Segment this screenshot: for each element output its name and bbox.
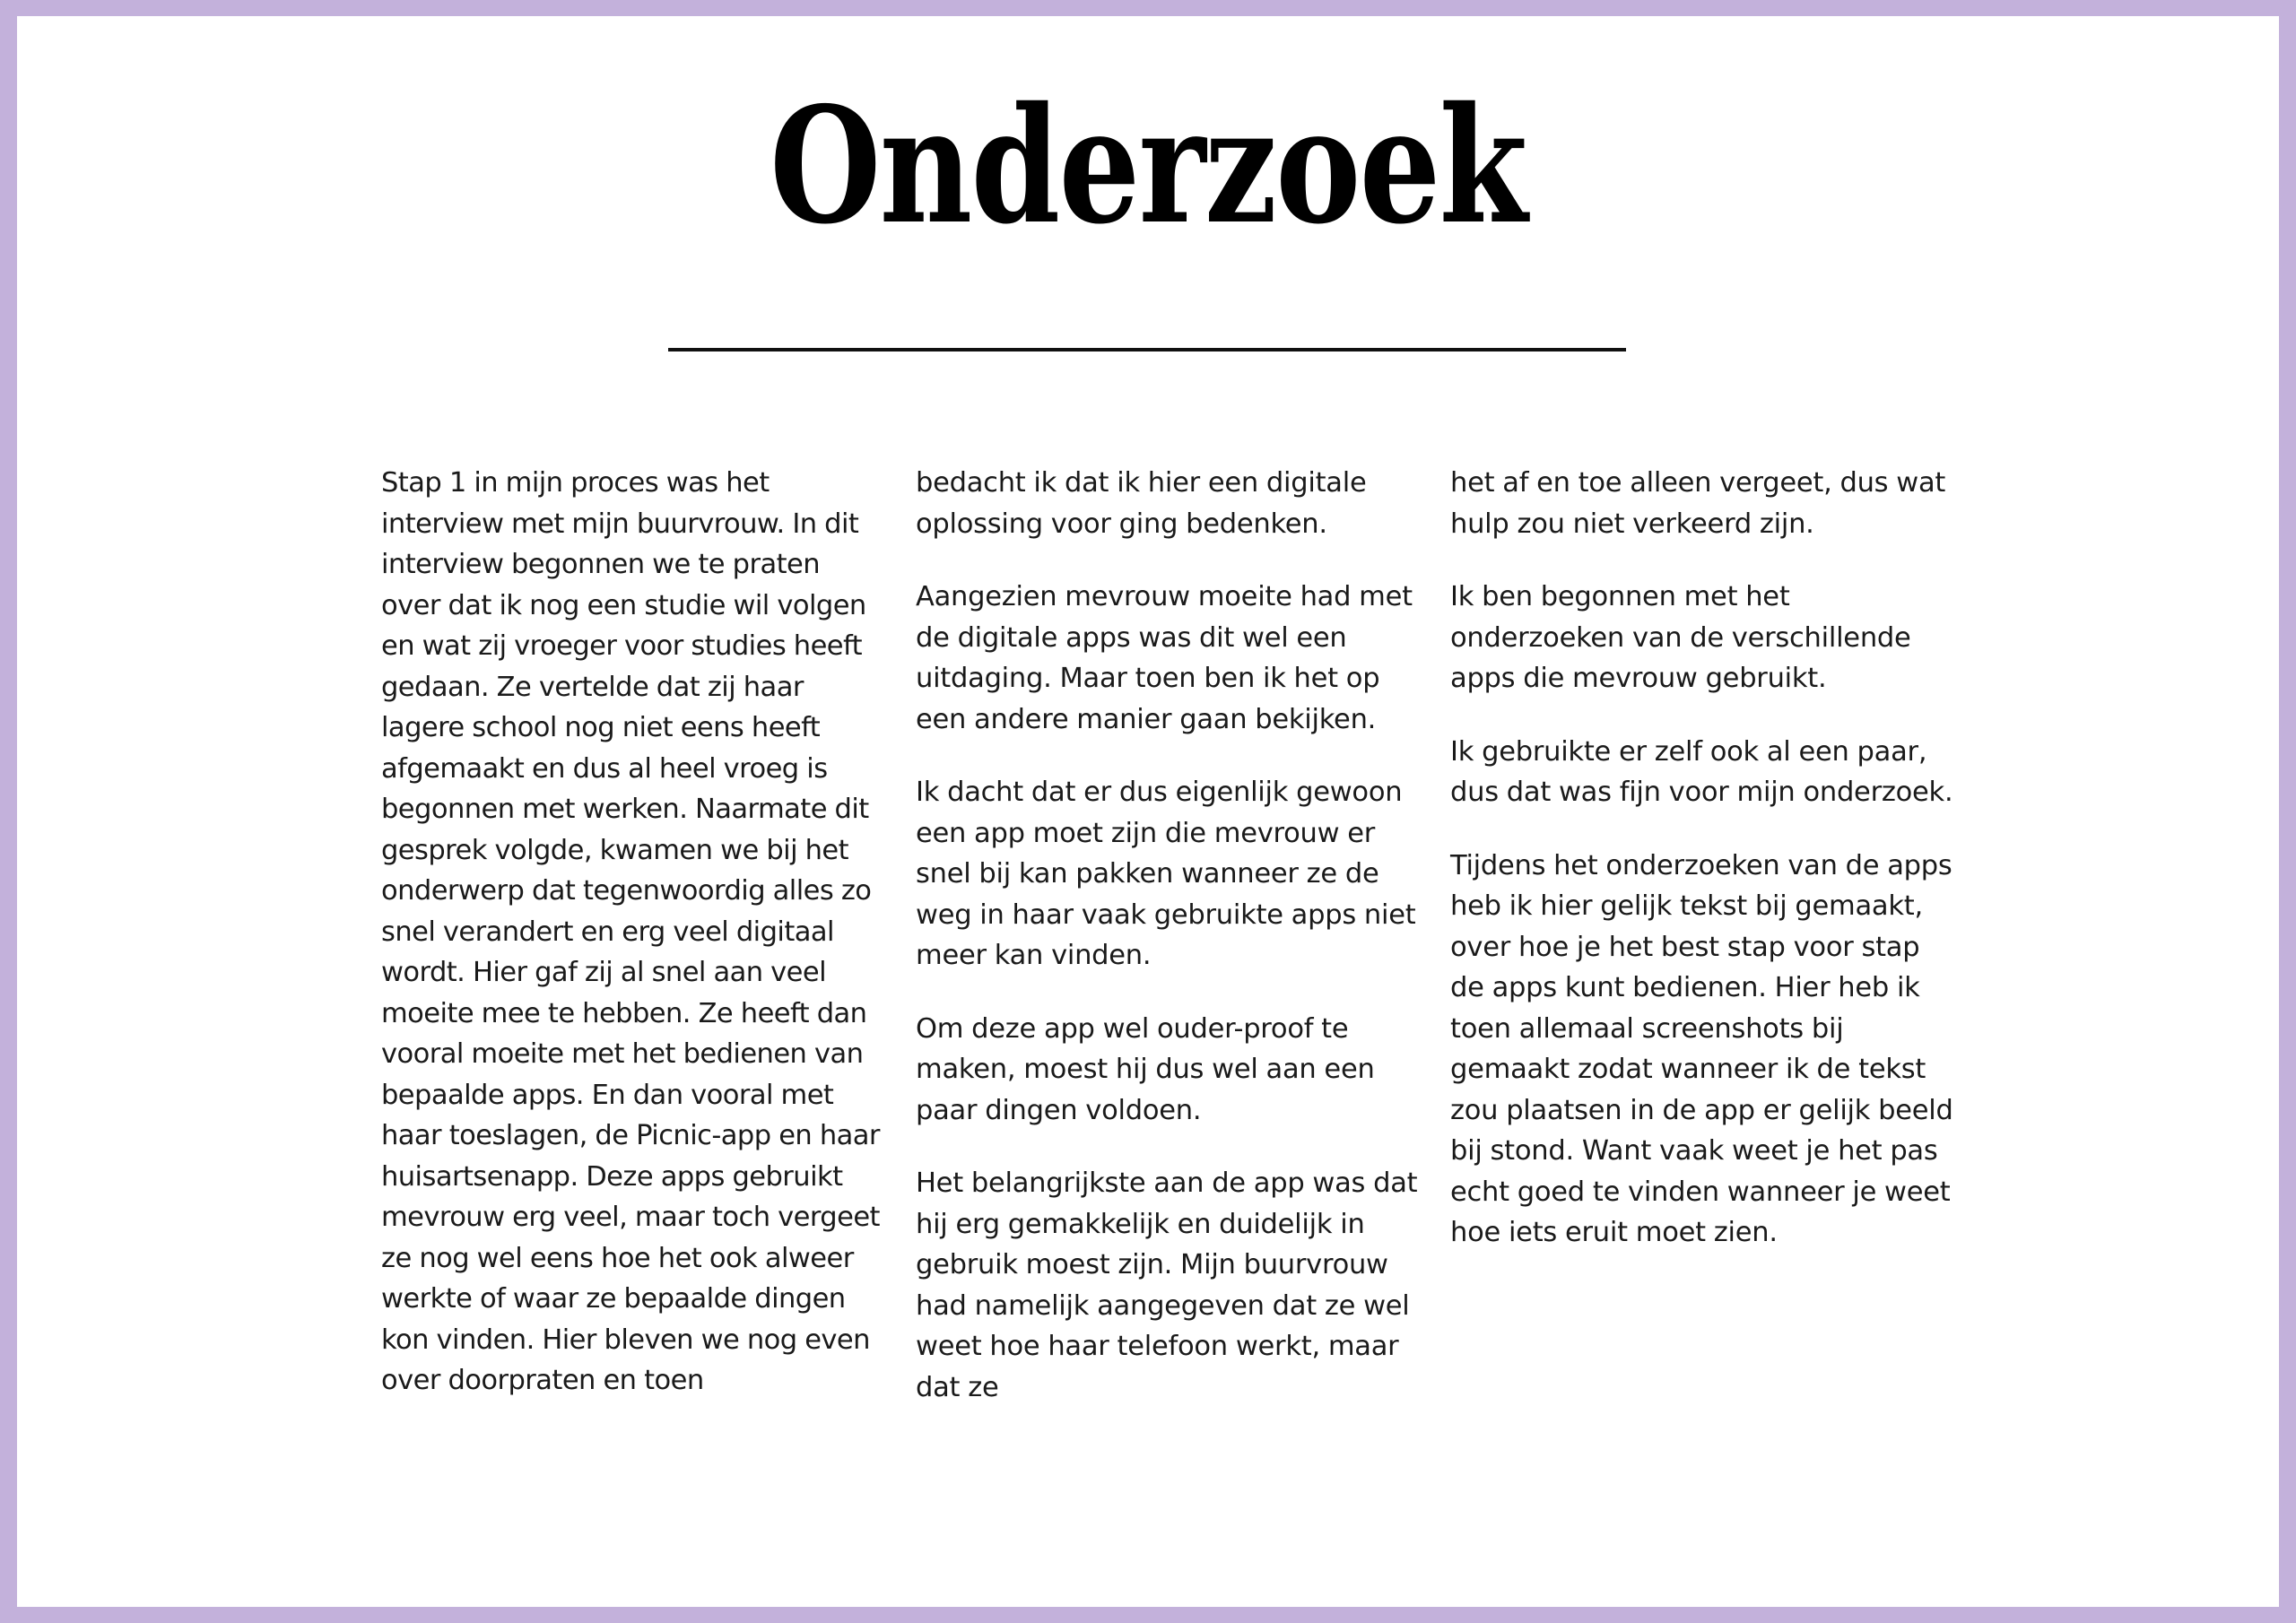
- paragraph: het af en toe alleen vergeet, dus wat hulp zou niet verkeerd zijn.: [1450, 467, 1946, 540]
- paragraph: bedacht ik dat ik hier een digitale oplossing voor ging bedenken.: [916, 467, 1367, 540]
- paragraph: Ik gebruikte er zelf ook al een paar, dus dat was fijn voor mijn onderzoek.: [1450, 735, 1953, 808]
- paragraph: Ik dacht dat er dus eigenlijk gewoon een app moet zijn die mevrouw er snel bij kan pakken wanneer ze de weg in haar vaak gebruikte apps niet meer kan vinden.: [916, 777, 1416, 971]
- text-column-3: [1450, 463, 1955, 1254]
- body-columns: [381, 463, 1956, 1408]
- paragraph: Stap 1 in mijn proces was het interview met mijn buurvrouw. In dit interview begonnen we te praten over dat ik nog een studie wil volgen en wat zij vroeger voor studies heeft gedaan. Ze vertelde dat zij haar lagere school nog niet eens heeft afgemaakt en dus al heel vroeg is begonnen met werken. Naarmate dit gesprek volgde, kwamen we bij het onderwerp dat tegenwoordig alles zo snel verandert en erg veel digitaal wordt. Hier gaf zij al snel aan veel moeite mee te hebben. Ze heeft dan vooral moeite met het bedienen van bepaalde apps. En dan vooral met haar toeslagen, de Picnic-app en haar huisartsenapp. Deze apps gebruikt mevrouw erg veel, maar toch vergeet ze nog wel eens hoe het ook alweer werkte of waar ze bepaalde dingen kon vinden. Hier bleven we nog even over doorpraten en toen: [381, 467, 880, 1396]
- paragraph: Ik ben begonnen met het onderzoeken van de verschillende apps die mevrouw gebruikt.: [1450, 581, 1911, 694]
- page-title: Onderzoek: [770, 72, 1526, 259]
- document-page: [17, 16, 2279, 1607]
- title-divider-rule: [668, 348, 1626, 352]
- paragraph: Om deze app wel ouder-proof te maken, moest hij dus wel aan een paar dingen voldoen.: [916, 1012, 1375, 1126]
- text-column-2: [916, 463, 1421, 1408]
- text-column-1: [381, 463, 886, 1402]
- paragraph: Aangezien mevrouw moeite had met de digitale apps was dit wel een uitdaging. Maar toen ben ik het op een andere manier gaan bekijken.: [916, 581, 1413, 735]
- paragraph: Tijdens het onderzoeken van de apps heb ik hier gelijk tekst bij gemaakt, over hoe je het best stap voor stap de apps kunt bedienen. Hier heb ik toen allemaal screenshots bij gemaakt zodat wanneer ik de tekst zou plaatsen in de app er gelijk beeld bij stond. Want vaak weet je het pas echt goed te vinden wanneer je weet hoe iets eruit moet zien.: [1450, 849, 1953, 1248]
- paragraph: Het belangrijkste aan de app was dat hij erg gemakkelijk en duidelijk in gebruik moest zijn. Mijn buurvrouw had namelijk aangegeven dat ze wel weet hoe haar telefoon werkt, maar dat ze: [916, 1167, 1418, 1403]
